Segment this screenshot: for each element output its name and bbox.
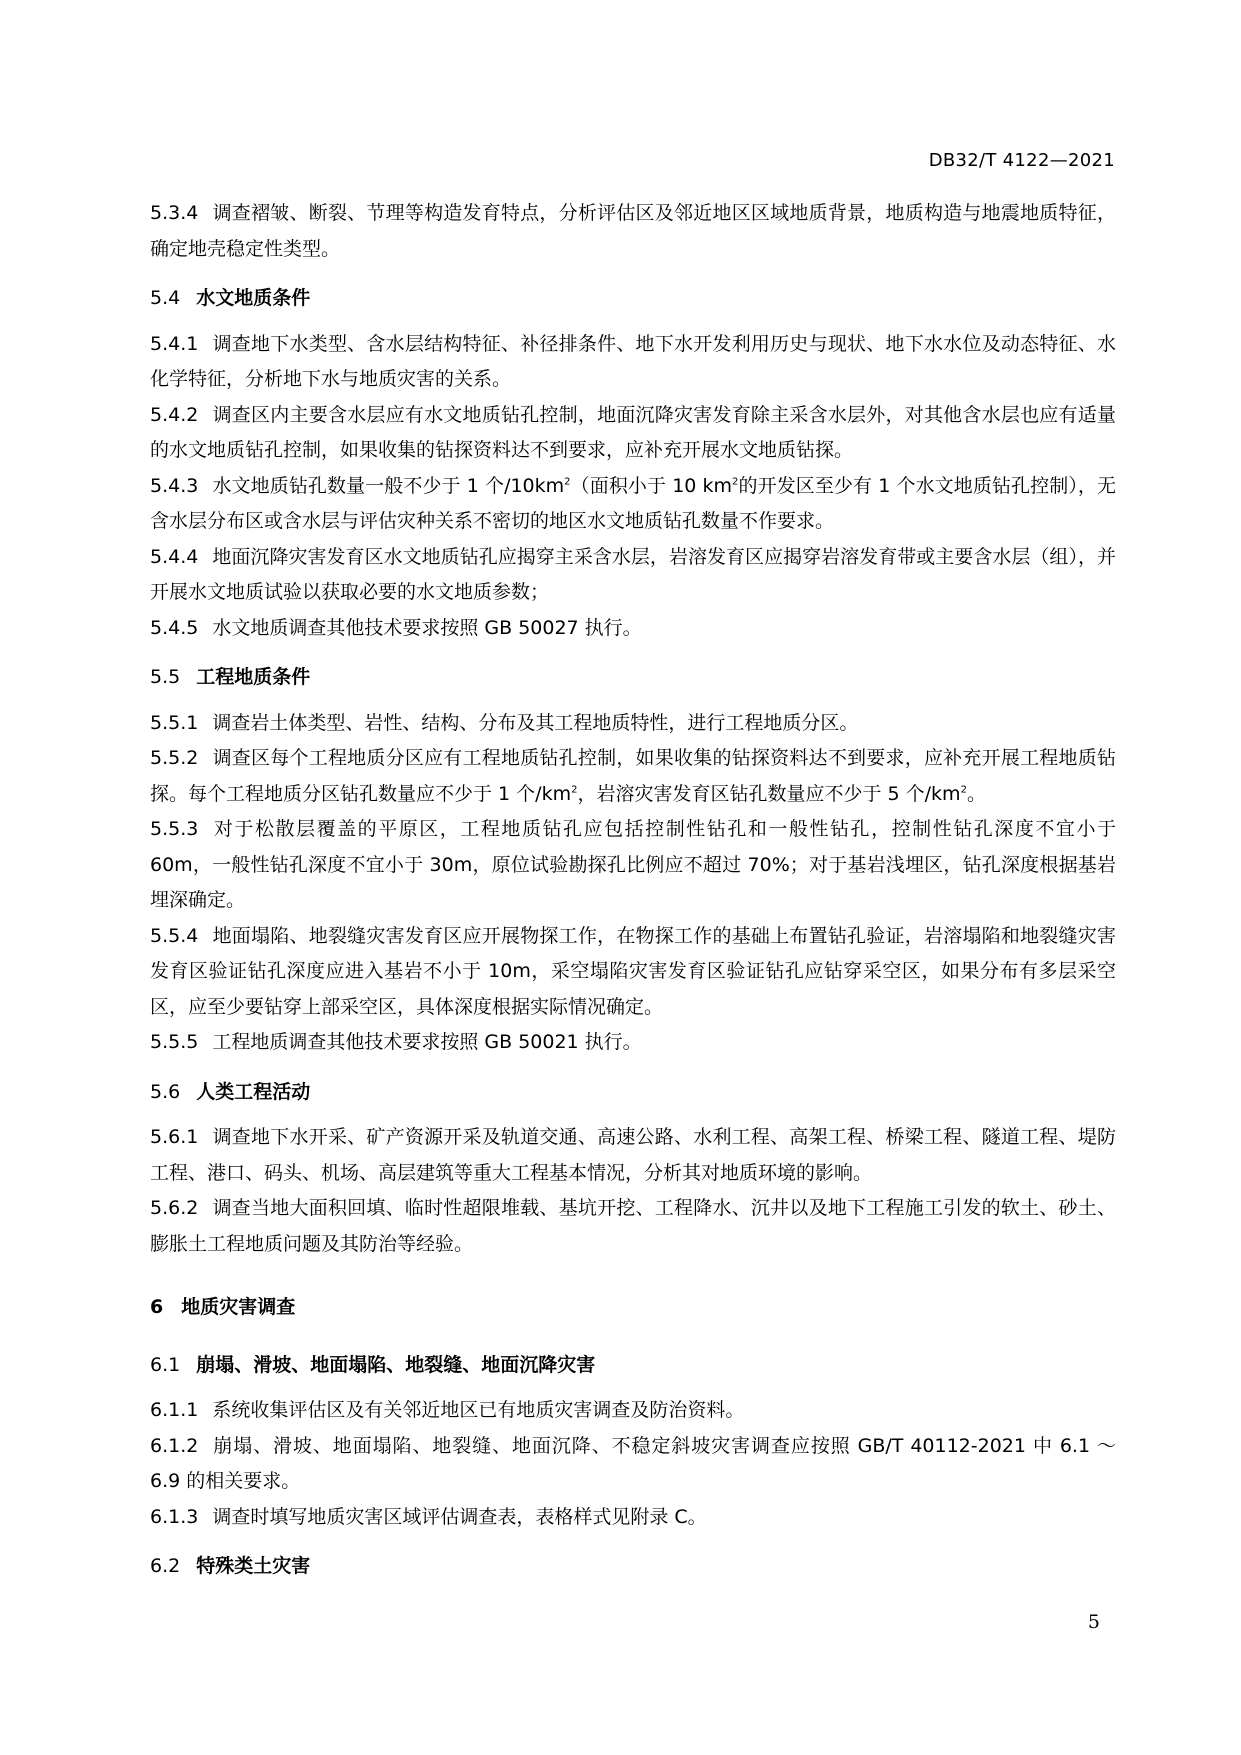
section-number: 6.1 (150, 1353, 181, 1376)
clause-number: 5.4.2 (150, 403, 199, 426)
section-title: 人类工程活动 (196, 1080, 311, 1103)
clause-5-3-4 (150, 196, 1116, 267)
document-code: DB32/T 4122—2021 (928, 150, 1115, 171)
clause-text: 调查时填写地质灾害区域评估调查表，表格样式见附录 C。 (212, 1505, 707, 1528)
clause-text-part-b: ，岩溶灾害发育区钻孔数量应不少于 5 个/km (577, 782, 961, 805)
clause-text: 调查地下水类型、含水层结构特征、补径排条件、地下水开发利用历史与现状、地下水水位及动态特征、水化学特征，分析地下水与地质灾害的关系。 (150, 332, 1116, 390)
clause-text: 地面塌陷、地裂缝灾害发育区应开展物探工作，在物探工作的基础上布置钻孔验证，岩溶塌陷和地裂缝灾害发育区验证钻孔深度应进入基岩不小于 10m，采空塌陷灾害发育区验证钻孔应钻穿采空区，如果分布有多层采空区，应至少要钻穿上部采空区，具体深度根据实际情况确定。 (150, 924, 1116, 1018)
clause-6-1-3 (150, 1500, 1116, 1536)
clause-text-part-b: （面积小于 10 km (570, 474, 733, 497)
clause-number: 6.1.1 (150, 1399, 199, 1421)
clause-text-part-a: 水文地质钻孔数量一般不少于 1 个/10km (212, 474, 565, 497)
section-number: 5.5 (150, 666, 181, 688)
clause-text: 系统收集评估区及有关邻近地区已有地质灾害调查及防治资料。 (212, 1399, 745, 1421)
clause-5-4-1 (150, 327, 1116, 398)
clause-text: 工程地质调查其他技术要求按照 GB 50021 执行。 (212, 1031, 642, 1053)
clause-number: 5.4.4 (150, 545, 199, 568)
clause-5-6-1 (150, 1120, 1116, 1191)
clause-number: 5.4.5 (150, 616, 199, 639)
clause-5-6-2 (150, 1191, 1116, 1262)
clause-text: 调查区内主要含水层应有水文地质钻孔控制，地面沉降灾害发育除主采含水层外，对其他含水层也应有适量的水文地质钻孔控制，如果收集的钻探资料达不到要求，应补充开展水文地质钻探。 (150, 403, 1116, 461)
section-number: 5.4 (150, 287, 181, 309)
clause-number: 5.5.4 (150, 924, 199, 947)
clause-text: 水文地质调查其他技术要求按照 GB 50027 执行。 (212, 616, 642, 639)
chapter-number: 6 (150, 1296, 164, 1318)
superscript: 2 (960, 784, 967, 796)
clause-text: 调查地下水开采、矿产资源开采及轨道交通、高速公路、水利工程、高架工程、桥梁工程、隧道工程、堤防工程、港口、码头、机场、高层建筑等重大工程基本情况，分析其对地质环境的影响。 (150, 1126, 1116, 1184)
clause-5-5-3 (150, 812, 1116, 919)
clause-number: 5.4.3 (150, 474, 199, 497)
clause-number: 5.5.5 (150, 1031, 199, 1053)
section-heading-5-6 (150, 1075, 1116, 1111)
clause-5-4-5 (150, 611, 1116, 647)
clause-number: 5.4.1 (150, 332, 199, 355)
clause-number: 5.5.2 (150, 747, 199, 769)
clause-number: 5.5.3 (150, 818, 199, 840)
clause-text: 地面沉降灾害发育区水文地质钻孔应揭穿主采含水层，岩溶发育区应揭穿岩溶发育带或主要含水层（组），并开展水文地质试验以获取必要的水文地质参数； (150, 545, 1116, 603)
clause-text: 调查当地大面积回填、临时性超限堆载、基坑开挖、工程降水、沉井以及地下工程施工引发的软土、砂土、膨胀土工程地质问题及其防治等经验。 (150, 1197, 1116, 1255)
section-heading-5-4 (150, 281, 1116, 317)
document-body (150, 196, 1116, 1595)
clause-5-4-3 (150, 469, 1116, 540)
section-title: 工程地质条件 (196, 666, 311, 688)
clause-number: 5.6.1 (150, 1126, 199, 1148)
section-title: 水文地质条件 (196, 287, 311, 309)
clause-text-part-a: 调查区每个工程地质分区应有工程地质钻孔控制，如果收集的钻探资料达不到要求，应补充开展工程地质钻探。每个工程地质分区钻孔数量应不少于 1 个/km (150, 747, 1116, 805)
clause-number: 5.5.1 (150, 711, 199, 734)
section-number: 5.6 (150, 1080, 181, 1103)
section-heading-6-1 (150, 1348, 1116, 1384)
section-title: 特殊类土灾害 (196, 1555, 311, 1577)
clause-5-5-1 (150, 706, 1116, 742)
superscript: 2 (571, 784, 578, 796)
clause-5-4-4 (150, 540, 1116, 611)
clause-number: 5.3.4 (150, 202, 199, 224)
clause-text: 调查岩土体类型、岩性、结构、分布及其工程地质特性，进行工程地质分区。 (212, 711, 859, 734)
section-heading-5-5 (150, 660, 1116, 696)
clause-number: 6.1.2 (150, 1434, 199, 1457)
clause-text: 对于松散层覆盖的平原区，工程地质钻孔应包括控制性钻孔和一般性钻孔，控制性钻孔深度不宜小于 60m，一般性钻孔深度不宜小于 30m，原位试验勘探孔比例应不超过 70%；对于基岩浅埋区，钻孔深度根据基岩埋深确定。 (150, 818, 1116, 911)
superscript: 2 (564, 476, 571, 488)
chapter-title: 地质灾害调查 (181, 1296, 296, 1318)
clause-6-1-1 (150, 1393, 1116, 1429)
clause-5-5-5 (150, 1025, 1116, 1061)
clause-text-part-c: 。 (966, 782, 986, 805)
clause-5-4-2 (150, 398, 1116, 469)
section-number: 6.2 (150, 1555, 181, 1577)
clause-number: 5.6.2 (150, 1197, 199, 1219)
section-heading-6-2 (150, 1549, 1116, 1585)
clause-text: 崩塌、滑坡、地面塌陷、地裂缝、地面沉降、不稳定斜坡灾害调查应按照 GB/T 40112-2021 中 6.1 ～ 6.9 的相关要求。 (150, 1434, 1116, 1492)
superscript: 2 (732, 476, 739, 488)
clause-6-1-2 (150, 1429, 1116, 1500)
page-number: 5 (1087, 1611, 1100, 1633)
clause-text-part-c: 的开发区至少有 1 个水文地质钻孔控制），无含水层分布区或含水层与评估灾种关系不密切的地区水文地质钻孔数量不作要求。 (150, 474, 1116, 532)
clause-5-5-2 (150, 741, 1116, 812)
clause-5-5-4 (150, 919, 1116, 1026)
chapter-heading-6 (150, 1290, 1116, 1326)
section-title: 崩塌、滑坡、地面塌陷、地裂缝、地面沉降灾害 (196, 1353, 596, 1376)
clause-number: 6.1.3 (150, 1505, 199, 1528)
clause-text: 调查褶皱、断裂、节理等构造发育特点，分析评估区及邻近地区区域地质背景，地质构造与地震地质特征，确定地壳稳定性类型。 (150, 202, 1116, 260)
